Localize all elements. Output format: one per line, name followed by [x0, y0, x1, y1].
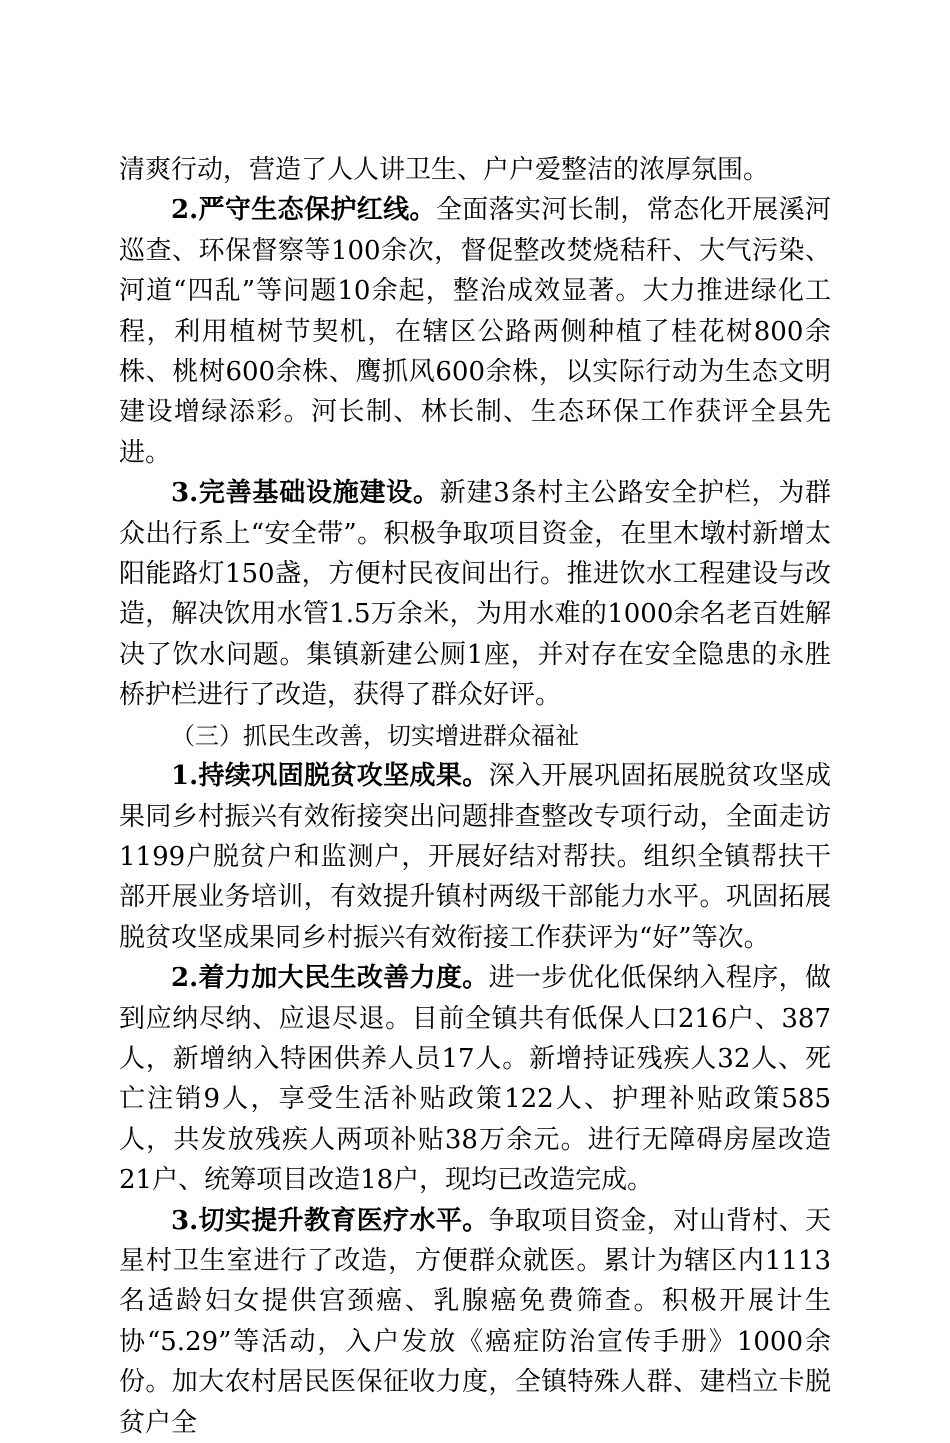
paragraph-education-medical — [119, 1201, 831, 1443]
paragraph-lead: 1.持续巩固脱贫攻坚成果。 — [171, 761, 489, 792]
paragraph-text: 全面落实河长制，常态化开展溪河巡查、环保督察等100余次，督促整改焚烧秸秆、大气污染、河道“四乱”等问题10余起，整治成效显著。大力推进绿化工程，利用植树节契机，在辖区公路两侧种植了桂花树800余株、桃树600余株、鹰抓风600余株，以实际行动为生态文明建设增绿添彩。河长制、林长制、生态环保工作获评全县先进。 — [119, 195, 831, 468]
paragraph-ecology-protection — [119, 190, 831, 473]
section-heading: （三）抓民生改善，切实增进群众福祉 — [171, 721, 579, 750]
paragraph-text: 争取项目资金，对山背村、天星村卫生室进行了改造，方便群众就医。累计为辖区内1113名适龄妇女提供宫颈癌、乳腺癌免费筛查。积极开展计生协“5.29”等活动，入户发放《癌症防治宣传手册》1000余份。加大农村居民医保征收力度，全镇特殊人群、建档立卡脱贫户全 — [119, 1205, 831, 1438]
paragraph-text: 清爽行动，营造了人人讲卫生、户户爱整洁的浓厚氛围。 — [119, 155, 770, 185]
paragraph-text: 深入开展巩固拓展脱贫攻坚成果同乡村振兴有效衔接突出问题排查整改专项行动，全面走访1199户脱贫户和监测户，开展好结对帮扶。组织全镇帮扶干部开展业务培训，有效提升镇村两级干部能力水平。巩固拓展脱贫攻坚成果同乡村振兴有效衔接工作获评为“好”等次。 — [119, 761, 831, 953]
paragraph-text: 新建3条村主公路安全护栏，为群众出行系上“安全带”。积极争取项目资金，在里木墩村新增太阳能路灯150盏，方便村民夜间出行。推进饮水工程建设与改造，解决饮用水管1.5万余米，为用水难的1000余名老百姓解决了饮水问题。集镇新建公厕1座，并对存在安全隐患的永胜桥护栏进行了改造，获得了群众好评。 — [119, 478, 831, 711]
paragraph-continuation — [119, 150, 831, 190]
paragraph-lead: 3.切实提升教育医疗水平。 — [171, 1205, 489, 1236]
paragraph-text: 进一步优化低保纳入程序，做到应纳尽纳、应退尽退。目前全镇共有低保人口216户、387人，新增纳入特困供养人员17人。新增持证残疾人32人、死亡注销9人，享受生活补贴政策122人、护理补贴政策585人，共发放残疾人两项补贴38万余元。进行无障碍房屋改造21户、统筹项目改造18户，现均已改造完成。 — [119, 963, 831, 1196]
paragraph-livelihood — [119, 958, 831, 1200]
paragraph-lead: 2.严守生态保护红线。 — [171, 195, 436, 226]
paragraph-lead: 2.着力加大民生改善力度。 — [171, 963, 489, 994]
paragraph-poverty-alleviation — [119, 756, 831, 958]
paragraph-lead: 3.完善基础设施建设。 — [171, 478, 440, 509]
paragraph-infrastructure — [119, 473, 831, 715]
document-body — [119, 150, 831, 1443]
